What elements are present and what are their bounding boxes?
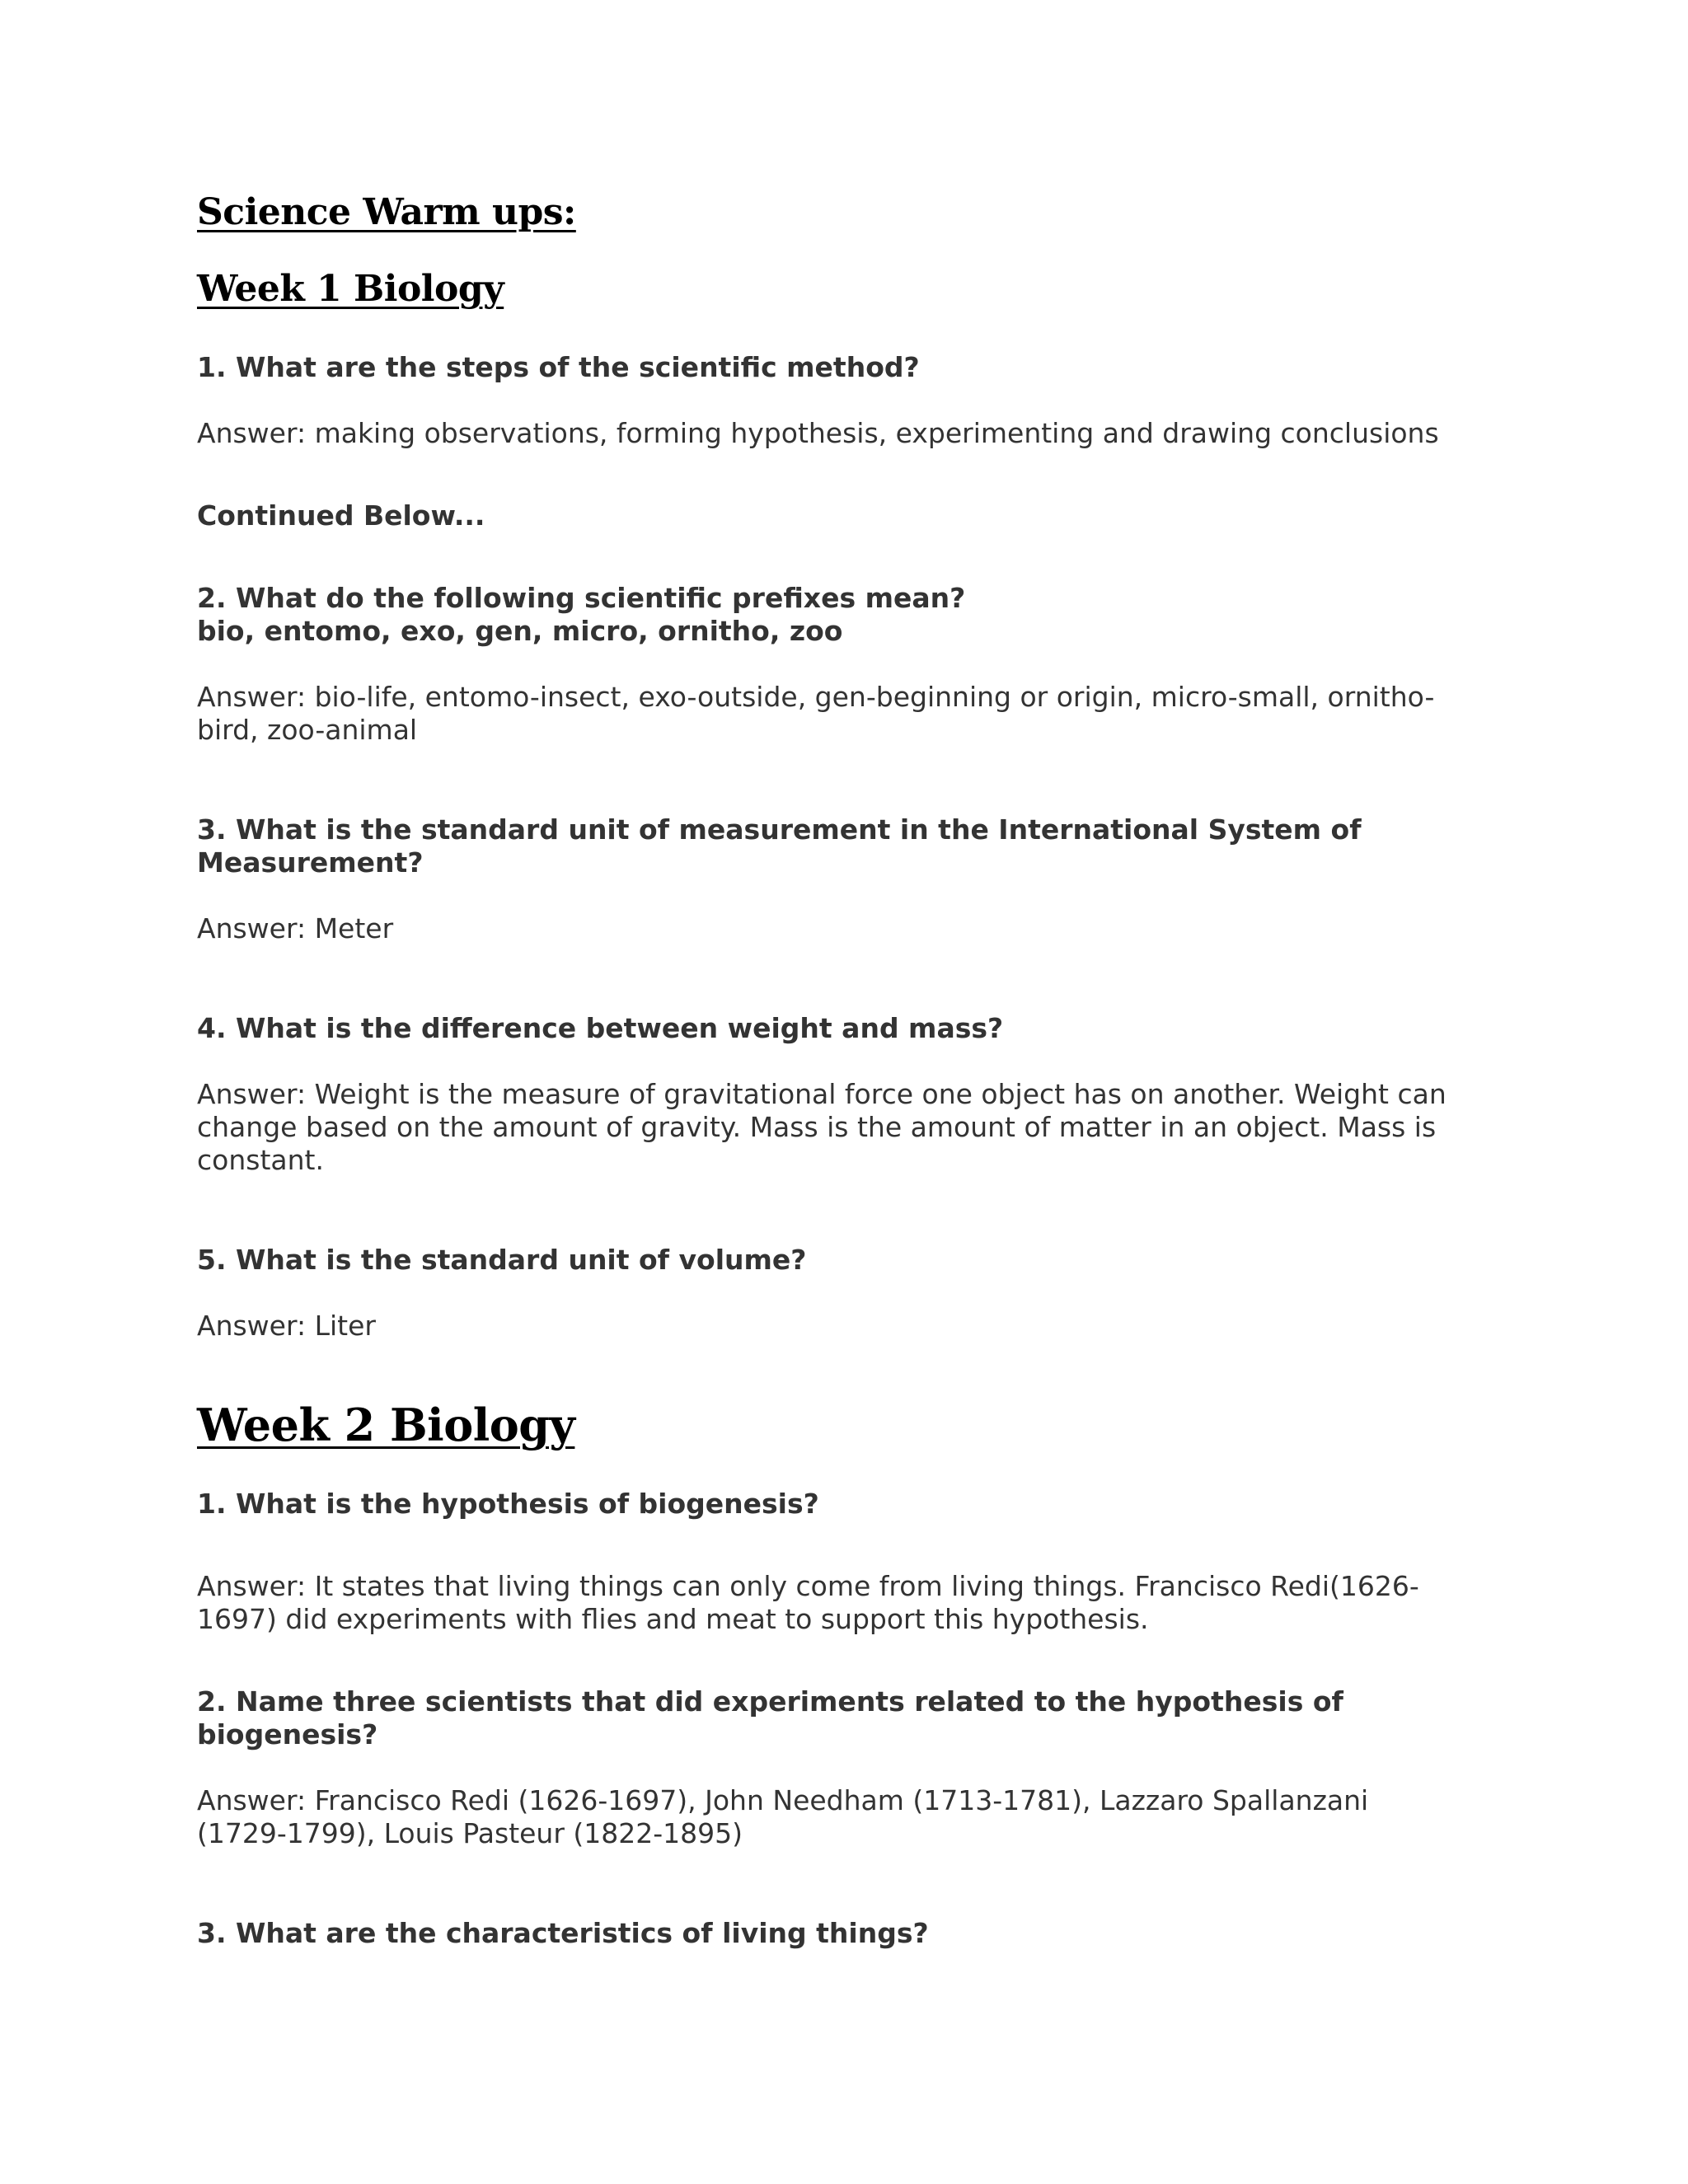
week1-question-3 — [197, 813, 1516, 879]
week1-answer-2-line-1: Answer: bio-life, entomo-insect, exo-outside, gen-beginning or origin, micro-small, ornitho- — [197, 681, 1435, 713]
week1-answer-1: Answer: making observations, forming hypothesis, experimenting and drawing conclusions — [197, 417, 1439, 449]
week1-question-2-line-1: 2. What do the following scientific prefixes mean? — [197, 582, 966, 614]
week1-question-2 — [197, 582, 1516, 648]
week1-question-3-line-2: Measurement? — [197, 846, 424, 879]
week2-question-2-line-2: biogenesis? — [197, 1718, 378, 1750]
week1-answer-4 — [197, 1078, 1516, 1177]
week2-answer-2-line-1: Answer: Francisco Redi (1626-1697), John Needham (1713-1781), Lazzaro Spallanzani — [197, 1784, 1369, 1816]
week1-answer-2-line-2: bird, zoo-animal — [197, 714, 418, 746]
week1-question-3-line-1: 3. What is the standard unit of measurement in the International System of — [197, 813, 1362, 846]
week1-answer-4-line-1: Answer: Weight is the measure of gravitational force one object has on another. Weight can — [197, 1078, 1447, 1110]
week2-question-1: 1. What is the hypothesis of biogenesis? — [197, 1488, 819, 1520]
week1-answer-4-line-3: constant. — [197, 1144, 324, 1176]
week2-answer-1-line-2: 1697) did experiments with flies and meat to support this hypothesis. — [197, 1603, 1149, 1635]
week1-question-5: 5. What is the standard unit of volume? — [197, 1244, 807, 1276]
week1-heading: Week 1 Biology — [197, 268, 504, 310]
week2-heading: Week 2 Biology — [197, 1399, 575, 1451]
week2-answer-1 — [197, 1570, 1516, 1636]
week2-question-2-line-1: 2. Name three scientists that did experiments related to the hypothesis of — [197, 1685, 1343, 1718]
week2-answer-2-line-2: (1729-1799), Louis Pasteur (1822-1895) — [197, 1817, 743, 1849]
week2-question-2 — [197, 1685, 1516, 1751]
week1-answer-3: Answer: Meter — [197, 912, 394, 944]
week1-question-1: 1. What are the steps of the scientific method? — [197, 351, 920, 383]
continued-note: Continued Below... — [197, 499, 485, 532]
week1-answer-5: Answer: Liter — [197, 1310, 376, 1342]
week2-question-3: 3. What are the characteristics of living things? — [197, 1917, 929, 1949]
week2-answer-1-line-1: Answer: It states that living things can only come from living things. Francisco Redi(1626- — [197, 1570, 1419, 1602]
week1-answer-2 — [197, 681, 1516, 747]
week1-question-2-line-2: bio, entomo, exo, gen, micro, ornitho, zoo — [197, 615, 843, 647]
week1-question-4: 4. What is the difference between weight and mass? — [197, 1012, 1004, 1044]
document-title: Science Warm ups: — [197, 191, 576, 233]
week1-answer-4-line-2: change based on the amount of gravity. Mass is the amount of matter in an object. Mass is — [197, 1111, 1437, 1143]
week2-answer-2 — [197, 1784, 1516, 1850]
